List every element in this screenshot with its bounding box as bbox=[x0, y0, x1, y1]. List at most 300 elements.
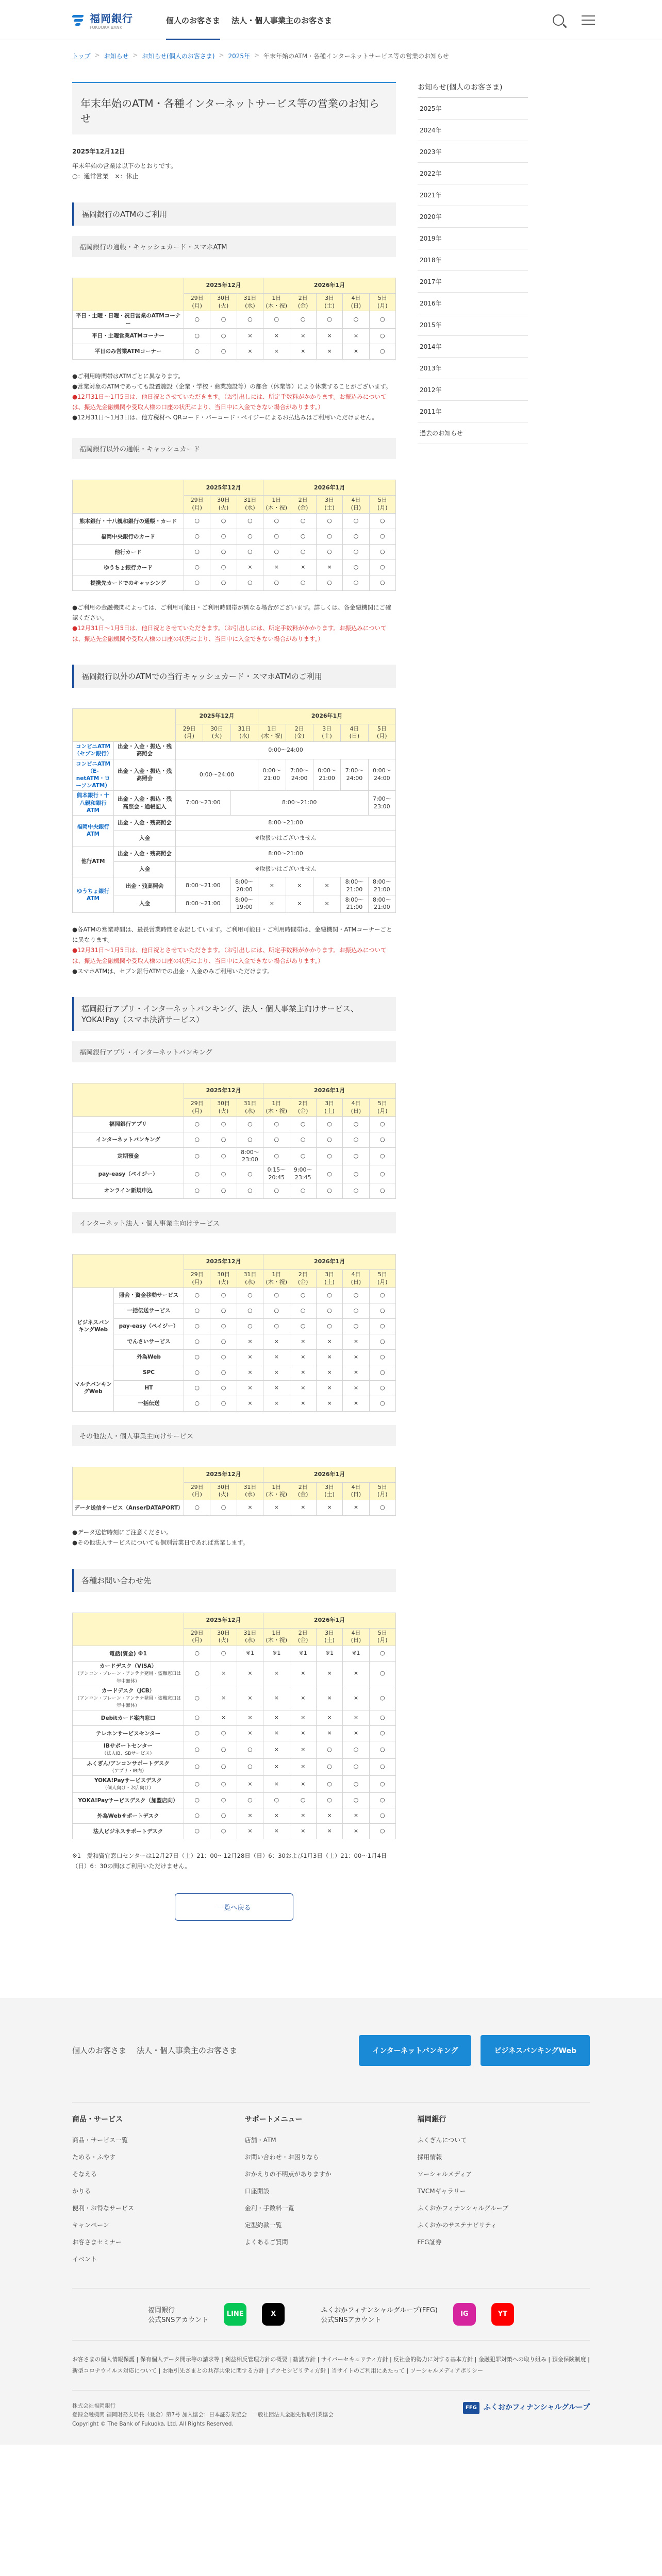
status-cell: × bbox=[316, 1710, 342, 1726]
status-cell: ○ bbox=[369, 1775, 395, 1792]
day-header: 1日 (木・祝) bbox=[258, 724, 286, 742]
brand-logo[interactable] bbox=[72, 10, 166, 30]
status-cell: ○ bbox=[263, 1183, 290, 1198]
status-cell: ○ bbox=[369, 1662, 395, 1686]
table-row bbox=[73, 1686, 396, 1710]
status-cell: ○ bbox=[237, 545, 263, 560]
status-cell: ○ bbox=[184, 1334, 210, 1349]
nav-personal[interactable]: 個人のお客さま bbox=[166, 0, 220, 40]
table-row bbox=[73, 529, 396, 545]
status-cell: ○ bbox=[184, 1775, 210, 1792]
day-header: 1日 (木・祝) bbox=[263, 1269, 290, 1287]
status-cell: × bbox=[263, 1334, 290, 1349]
row-label: 外為Web bbox=[114, 1349, 184, 1365]
day-header: 1日 (木・祝) bbox=[263, 293, 290, 311]
status-cell: ○ bbox=[184, 311, 210, 328]
footer-link[interactable]: よくあるご質問 bbox=[244, 2238, 288, 2246]
row-label: オンライン新規申込 bbox=[73, 1183, 184, 1198]
status-cell: ○ bbox=[369, 1686, 395, 1710]
x-icon[interactable]: X bbox=[262, 2303, 285, 2326]
day-header: 4日 (日) bbox=[341, 724, 368, 742]
status-cell: × bbox=[290, 1824, 316, 1839]
day-header: 1日 (木・祝) bbox=[263, 496, 290, 514]
status-cell: × bbox=[316, 344, 342, 359]
breadcrumb-year[interactable]: 2025年 bbox=[228, 53, 251, 60]
status-cell: ○ bbox=[369, 1808, 395, 1824]
status-cell: ○ bbox=[210, 1318, 237, 1334]
status-cell: ○ bbox=[210, 1808, 237, 1824]
status-cell: ○ bbox=[263, 1793, 290, 1808]
status-cell: × bbox=[237, 1662, 263, 1686]
status-cell: × bbox=[343, 1662, 369, 1686]
line-icon[interactable]: LINE bbox=[224, 2303, 246, 2326]
day-header: 2日 (金) bbox=[290, 1482, 316, 1500]
day-header: 29日 (月) bbox=[184, 1628, 210, 1646]
footer-links[interactable]: お客さまの個人情報保護 | 保有個人データ開示等の請求等 | 利益相反管理方針の概要 | 勧誘方針 | サイバーセキュリティ方針 | 反社会的勢力に対する基本方針 | 金融犯罪対策への取り組み | 預金保険制度 | 新型コロナウイルス対応について | お取引先さまとの共存共栄に関する方針 | アクセシビリティ方針 | 当サイトのご利用にあたって | ソーシャルメディアポリシー bbox=[72, 2341, 590, 2391]
status-cell: ※1 bbox=[343, 1646, 369, 1662]
sidebar-item-year[interactable]: 2017年 bbox=[418, 271, 528, 293]
status-cell: ○ bbox=[369, 1116, 395, 1132]
sidebar-item-year[interactable]: 2025年 bbox=[418, 98, 528, 120]
day-header: 30日 (火) bbox=[203, 724, 230, 742]
table-row: ビジネスバンキングWeb 照会・資金移動サービス ○ ○ ○ ○ ○ ○ ○ ○ bbox=[73, 1287, 396, 1303]
status-cell: × bbox=[237, 1334, 263, 1349]
schedule-table: 2025年12月 2026年1月 29日 (月) 30日 (火) 31日 (水) 1日 (木・祝) 2日 (金) 3日 (土) 4日 (日) 5日 (月) ビジネスバンキングWeb 照会・資金移動サービス ○ ○ ○ ○ ○ ○ ○ ○ 一括伝送サービス ○ ○ ○ ○ ○ ○ ○ ○ pay-easy（ペイジー） ○ ○ ○ ○ ○ ○ ○ ○ でんさいサービス ○ ○ × × × × × ○ 外為Web ○ ○ × × × × × ○ マルチバンキングWeb SPC ○ ○ × × × × × ○ HT ○ ○ × × × × × ○ 一括伝送 ○ ○ × × × × × ○ bbox=[72, 1254, 396, 1412]
sidebar-item-year[interactable]: 2018年 bbox=[418, 249, 528, 271]
status-cell: × bbox=[290, 1349, 316, 1365]
status-cell: × bbox=[343, 1380, 369, 1396]
day-header: 2日 (金) bbox=[290, 496, 316, 514]
day-header: 30日 (火) bbox=[210, 1482, 237, 1500]
footer-link[interactable]: ふくぎんについて bbox=[417, 2136, 467, 2144]
sidebar-item-year[interactable]: 2021年 bbox=[418, 184, 528, 206]
youtube-icon[interactable]: YT bbox=[491, 2303, 514, 2326]
status-cell: ○ bbox=[369, 1303, 395, 1318]
status-cell: ○ bbox=[263, 1132, 290, 1147]
status-cell: ○ bbox=[184, 328, 210, 344]
status-cell: × bbox=[237, 1349, 263, 1365]
table-row bbox=[73, 1349, 396, 1365]
status-cell: ○ bbox=[184, 1116, 210, 1132]
status-cell: ○ bbox=[210, 560, 237, 575]
status-cell: × bbox=[290, 1726, 316, 1741]
status-cell: ○ bbox=[343, 311, 369, 328]
status-cell: ○ bbox=[369, 1793, 395, 1808]
status-cell: ○ bbox=[184, 1808, 210, 1824]
status-cell: × bbox=[343, 1686, 369, 1710]
footer-link[interactable]: 口座開設 bbox=[244, 2187, 270, 2195]
row-label: IBサポートセンター （法人IB、SBサービス） bbox=[73, 1741, 184, 1758]
row-label: インターネットバンキング bbox=[73, 1132, 184, 1147]
status-cell: ○ bbox=[263, 1147, 290, 1165]
status-cell: ○ bbox=[237, 311, 263, 328]
status-cell: × bbox=[263, 1396, 290, 1411]
sidebar bbox=[418, 82, 528, 1921]
footer-column-title: 商品・サービス bbox=[72, 2115, 123, 2124]
footer-tab-personal[interactable]: 個人のお客さま bbox=[72, 2046, 127, 2056]
status-cell: × bbox=[263, 1710, 290, 1726]
row-label: 外為Webサポートデスク bbox=[73, 1808, 184, 1824]
brand-sub: FUKUOKA BANK bbox=[90, 25, 122, 30]
status-cell: ○ bbox=[263, 575, 290, 591]
row-label: データ送信サービス（AnserDATAPORT） bbox=[73, 1500, 184, 1516]
sns-label: ふくおかフィナンシャルグループ(FFG) bbox=[321, 2306, 438, 2314]
status-cell: ○ bbox=[184, 545, 210, 560]
status-cell: ○ bbox=[184, 575, 210, 591]
sidebar-item-year[interactable]: 2012年 bbox=[418, 379, 528, 401]
schedule-table: 2025年12月 2026年1月 29日 (月) 30日 (火) 31日 (水) 1日 (木・祝) 2日 (金) 3日 (土) 4日 (日) 5日 (月) データ送信サービス（AnserDATAPORT） ○ ○ × × × × × ○ bbox=[72, 1467, 396, 1516]
sidebar-item-year[interactable]: 2022年 bbox=[418, 163, 528, 184]
row-label: 福岡中央銀行のカード bbox=[73, 529, 184, 545]
status-cell: × bbox=[290, 1741, 316, 1758]
status-cell: ○ bbox=[316, 575, 342, 591]
status-cell: ○ bbox=[369, 1500, 395, 1516]
table-row bbox=[73, 1646, 396, 1662]
bank-link[interactable]: コンビニATM（E-netATM・ローソンATM） bbox=[76, 760, 110, 789]
status-cell: ○ bbox=[343, 1147, 369, 1165]
day-header: 31日 (水) bbox=[237, 1269, 263, 1287]
sidebar-item-year[interactable]: 2013年 bbox=[418, 358, 528, 379]
status-cell: × bbox=[263, 1662, 290, 1686]
status-cell: ○ bbox=[290, 514, 316, 529]
status-cell: ○ bbox=[316, 1793, 342, 1808]
status-cell: × bbox=[290, 1380, 316, 1396]
status-cell: ○ bbox=[369, 328, 395, 344]
day-header: 5日 (月) bbox=[369, 1269, 395, 1287]
note: ●各ATMの営業時間は、最長営業時間を表記しています。ご利用可能日・ご利用時間帯は、金融機関・ATMコーナーごとに異なります。 bbox=[72, 926, 392, 944]
status-cell: ○ bbox=[369, 1334, 395, 1349]
status-cell: ○ bbox=[210, 1793, 237, 1808]
company-name: 株式会社福岡銀行 bbox=[72, 2402, 115, 2409]
footer-link[interactable]: 商品・サービス一覧 bbox=[72, 2136, 128, 2144]
status-cell: × bbox=[237, 1710, 263, 1726]
brand-name: 福岡銀行 bbox=[90, 12, 133, 25]
status-cell: ○ bbox=[263, 1287, 290, 1303]
sub-heading: インターネット法人・個人事業主向けサービス bbox=[72, 1212, 396, 1233]
site-header bbox=[0, 0, 662, 40]
status-cell: × bbox=[290, 1500, 316, 1516]
footer-link[interactable]: ふくおかフィナンシャルグループ bbox=[417, 2204, 509, 2212]
status-cell: ○ bbox=[237, 1183, 263, 1198]
row-label: pay-easy（ペイジー） bbox=[114, 1318, 184, 1334]
sns-label: 福岡銀行 bbox=[148, 2306, 175, 2314]
status-cell: ○ bbox=[343, 1165, 369, 1183]
status-cell: ○ bbox=[290, 1318, 316, 1334]
sidebar-item-year[interactable]: 2014年 bbox=[418, 336, 528, 358]
status-cell: ○ bbox=[290, 1303, 316, 1318]
status-cell: × bbox=[343, 344, 369, 359]
day-header: 1日 (木・祝) bbox=[263, 1482, 290, 1500]
status-cell: × bbox=[237, 560, 263, 575]
status-cell: ○ bbox=[369, 1646, 395, 1662]
status-cell: ○ bbox=[210, 1303, 237, 1318]
table-row bbox=[73, 1396, 396, 1411]
bank-link[interactable]: ゆうちょ銀行ATM bbox=[77, 888, 109, 902]
status-cell: ○ bbox=[184, 1710, 210, 1726]
status-cell: × bbox=[343, 1710, 369, 1726]
status-cell: ○ bbox=[369, 1741, 395, 1758]
note: ●営業対象のATMであっても設置施設（企業・学校・商業施設等）の都合（休業等）により休業することがございます。 bbox=[72, 382, 392, 390]
footer-link[interactable]: 店舗・ATM bbox=[244, 2136, 276, 2144]
bank-link[interactable]: 熊本銀行・十八親和銀行ATM bbox=[77, 792, 109, 814]
sidebar-item-year[interactable]: 2015年 bbox=[418, 314, 528, 336]
row-label: SPC bbox=[114, 1365, 184, 1380]
nav-business[interactable]: 法人・個人事業主のお客さま bbox=[231, 15, 333, 25]
row-label: 平日・土曜営業ATMコーナー bbox=[73, 328, 184, 344]
status-cell: ○ bbox=[184, 1183, 210, 1198]
status-cell: ○ bbox=[210, 1334, 237, 1349]
table-row bbox=[73, 1318, 396, 1334]
status-cell: × bbox=[316, 1349, 342, 1365]
day-header: 4日 (日) bbox=[343, 496, 369, 514]
footer-link[interactable]: 定型約款一覧 bbox=[244, 2221, 282, 2229]
day-header: 4日 (日) bbox=[343, 293, 369, 311]
status-cell: ○ bbox=[210, 328, 237, 344]
breadcrumb-news-personal[interactable]: お知らせ(個人のお客さま) bbox=[142, 53, 215, 60]
status-cell: × bbox=[263, 1365, 290, 1380]
footer-link[interactable]: 便利・お得なサービス bbox=[72, 2204, 135, 2212]
day-header: 31日 (水) bbox=[237, 496, 263, 514]
status-cell: × bbox=[316, 328, 342, 344]
day-header: 29日 (月) bbox=[184, 1098, 210, 1116]
ffg-logo-icon: FFG bbox=[463, 2402, 479, 2414]
status-cell: × bbox=[316, 1726, 342, 1741]
status-cell: ○ bbox=[210, 1116, 237, 1132]
status-cell: ○ bbox=[184, 529, 210, 545]
row-label: 定期預金 bbox=[73, 1147, 184, 1165]
status-cell: ○ bbox=[184, 1147, 210, 1165]
row-label: カードデスク（JCB） （アンコン・ブレーン・アンテナ発用・盗難窓口は年中無休） bbox=[73, 1686, 184, 1710]
status-cell: × bbox=[316, 1365, 342, 1380]
bank-link[interactable]: コンビニATM（セブン銀行） bbox=[74, 743, 112, 757]
footer-link[interactable]: おかえりの不明点がありますか bbox=[244, 2170, 332, 2178]
status-cell: ○ bbox=[263, 529, 290, 545]
note: ●ご利用時間帯はATMごとに異なります。 bbox=[72, 372, 185, 380]
section-heading: 福岡銀行のATMのご利用 bbox=[72, 202, 396, 226]
status-cell: ○ bbox=[184, 1500, 210, 1516]
status-cell: × bbox=[316, 560, 342, 575]
status-cell: ○ bbox=[184, 1824, 210, 1839]
footer-link[interactable]: ふくおかのサステナビリティ bbox=[417, 2221, 497, 2229]
status-cell: ○ bbox=[369, 1726, 395, 1741]
footer-tab-business[interactable]: 法人・個人事業主のお客さま bbox=[137, 2046, 238, 2056]
table-row bbox=[73, 1334, 396, 1349]
table-row bbox=[73, 1380, 396, 1396]
status-cell: ○ bbox=[343, 1775, 369, 1792]
table-row bbox=[73, 1758, 396, 1775]
sidebar-item-year[interactable]: 2023年 bbox=[418, 141, 528, 163]
table-row bbox=[73, 1116, 396, 1132]
status-cell: × bbox=[237, 1500, 263, 1516]
row-label: 電話(資金) ※1 bbox=[73, 1646, 184, 1662]
status-cell: ○ bbox=[343, 545, 369, 560]
status-cell: × bbox=[263, 1824, 290, 1839]
internet-banking-button[interactable]: インターネットバンキング bbox=[359, 2035, 471, 2066]
status-cell: ○ bbox=[343, 1793, 369, 1808]
status-cell: ○ bbox=[369, 1147, 395, 1165]
ffg-logo[interactable]: FFG ふくおかフィナンシャルグループ bbox=[463, 2402, 590, 2414]
day-header: 2日 (金) bbox=[290, 293, 316, 311]
status-cell: ○ bbox=[316, 545, 342, 560]
sidebar-title: お知らせ(個人のお客さま) bbox=[418, 82, 528, 98]
status-cell: ○ bbox=[290, 529, 316, 545]
status-cell: ○ bbox=[316, 1303, 342, 1318]
status-cell: ○ bbox=[263, 311, 290, 328]
day-header: 2日 (金) bbox=[290, 1269, 316, 1287]
status-cell: × bbox=[263, 1741, 290, 1758]
instagram-icon[interactable]: IG bbox=[453, 2303, 476, 2326]
sidebar-item-year[interactable]: 過去のお知らせ bbox=[418, 422, 528, 444]
status-cell: ○ bbox=[369, 1349, 395, 1365]
day-header: 31日 (水) bbox=[230, 724, 258, 742]
table-row bbox=[73, 311, 396, 328]
footer-link[interactable]: お客さまセミナー bbox=[72, 2238, 122, 2246]
status-cell: ○ bbox=[290, 1793, 316, 1808]
sub-heading: その他法人・個人事業主向けサービス bbox=[72, 1425, 396, 1446]
row-label: 平日のみ営業ATMコーナー bbox=[73, 344, 184, 359]
day-header: 3日 (土) bbox=[316, 1628, 342, 1646]
status-cell: ○ bbox=[184, 1758, 210, 1775]
status-cell: ○ bbox=[369, 575, 395, 591]
sidebar-item-year[interactable]: 2019年 bbox=[418, 228, 528, 249]
status-cell: ○ bbox=[184, 1165, 210, 1183]
breadcrumb-news[interactable]: お知らせ bbox=[104, 53, 129, 60]
sub-heading: 福岡銀行アプリ・インターネットバンキング bbox=[72, 1041, 396, 1062]
footer-link[interactable]: キャンペーン bbox=[72, 2221, 109, 2229]
status-cell: ※1 bbox=[263, 1646, 290, 1662]
status-cell: ○ bbox=[343, 1741, 369, 1758]
status-cell: × bbox=[343, 328, 369, 344]
status-cell: ○ bbox=[237, 1793, 263, 1808]
status-cell: × bbox=[343, 1334, 369, 1349]
footer-link[interactable]: お問い合わせ・お困りなら bbox=[244, 2153, 319, 2161]
status-cell: × bbox=[237, 1396, 263, 1411]
status-cell: ○ bbox=[369, 1380, 395, 1396]
status-cell: ○ bbox=[210, 1726, 237, 1741]
search-icon[interactable] bbox=[553, 14, 564, 26]
footer-link[interactable]: 金利・手数料一覧 bbox=[244, 2204, 294, 2212]
sidebar-item-year[interactable]: 2020年 bbox=[418, 206, 528, 228]
status-cell: × bbox=[343, 1365, 369, 1380]
sub-heading: 福岡銀行の通帳・キャッシュカード・スマホATM bbox=[72, 236, 396, 257]
footer-column bbox=[417, 2114, 590, 2267]
table-row bbox=[73, 1775, 396, 1792]
table-row bbox=[73, 1808, 396, 1824]
status-cell: ○ bbox=[290, 1132, 316, 1147]
site-footer bbox=[0, 1998, 662, 2445]
footer-link[interactable]: イベント bbox=[72, 2255, 97, 2263]
status-cell: ○ bbox=[184, 1287, 210, 1303]
status-cell: × bbox=[210, 1662, 237, 1686]
status-cell: × bbox=[263, 1726, 290, 1741]
day-header: 5日 (月) bbox=[369, 1628, 395, 1646]
day-header: 1日 (木・祝) bbox=[263, 1098, 290, 1116]
status-cell: × bbox=[290, 1686, 316, 1710]
day-header: 3日 (土) bbox=[316, 1482, 342, 1500]
status-cell: ○ bbox=[237, 1758, 263, 1775]
bank-link[interactable]: 福岡中央銀行ATM bbox=[77, 824, 109, 838]
sidebar-item-year[interactable]: 2011年 bbox=[418, 401, 528, 422]
day-header: 2日 (金) bbox=[286, 724, 313, 742]
status-cell: × bbox=[263, 1775, 290, 1792]
day-header: 30日 (火) bbox=[210, 1098, 237, 1116]
status-cell: × bbox=[263, 1349, 290, 1365]
status-cell: ○ bbox=[237, 1116, 263, 1132]
status-cell: × bbox=[316, 1396, 342, 1411]
row-label: HT bbox=[114, 1380, 184, 1396]
status-cell: ○ bbox=[184, 1793, 210, 1808]
status-cell: × bbox=[316, 1662, 342, 1686]
table-row bbox=[73, 1165, 396, 1183]
row-label: 他行カード bbox=[73, 545, 184, 560]
status-cell: ○ bbox=[290, 1183, 316, 1198]
status-cell: × bbox=[237, 1726, 263, 1741]
status-cell: × bbox=[290, 1710, 316, 1726]
footer-link[interactable]: ためる・ふやす bbox=[72, 2153, 116, 2161]
status-cell: × bbox=[290, 1334, 316, 1349]
back-to-list-button[interactable]: 一覧へ戻る bbox=[175, 1893, 293, 1921]
note: ※1 愛和資宜窓口センターは12月27日（土）21：00〜12月28日（日）6：30および1月3日（土）21：00〜1月4日（日）6：30の間はご利用いただけません。 bbox=[72, 1852, 387, 1870]
status-cell: × bbox=[290, 328, 316, 344]
status-cell: × bbox=[343, 1349, 369, 1365]
sidebar-item-year[interactable]: 2024年 bbox=[418, 120, 528, 141]
footer-link[interactable]: そなえる bbox=[72, 2170, 97, 2178]
day-header: 4日 (日) bbox=[343, 1269, 369, 1287]
status-cell: ○ bbox=[184, 1662, 210, 1686]
contact-table: 2025年12月 2026年1月 29日 (月) 30日 (火) 31日 (水) 1日 (木・祝) 2日 (金) 3日 (土) 4日 (日) 5日 (月) 電話(資金) ※1 ○ ○ ※1 ※1 ※1 ※1 ※1 ○ カードデスク（VISA） （アンコン・ブレーン・アンテナ発用・盗難窓口は年中無休） ○ × × × × × × ○ カードデスク（JCB） （アンコン・ブレーン・アンテナ発用・盗難窓口は年中無休） ○ × × × × × × ○ Debitカード案内窓口 ○ × × × × × × ○ テレホンサービスセンター ○ ○ × × × × × ○ IBサポートセンター （法人IB、SBサービス） ○ ○ ○ × × ○ ○ ○ ふくぎん/アンコンサポートデスク （アプリ・IB内） ○ ○ ○ × × ○ ○ ○ YOKA!Payサービスデスク （個人向け・お店向け） ○ ○ × × × ○ ○ ○ YOKA!Payサービスデスク（加盟店向） ○ ○ ○ ○ ○ ○ ○ ○ 外為Webサポートデスク ○ ○ × × × × × ○ 法人ビジネスサポートデスク ○ ○ × × × × × ○ bbox=[72, 1613, 396, 1840]
status-cell: × bbox=[210, 1686, 237, 1710]
breadcrumb-top[interactable]: トップ bbox=[72, 53, 91, 60]
status-cell: ○ bbox=[210, 344, 237, 359]
day-header: 30日 (火) bbox=[210, 293, 237, 311]
status-cell: ○ bbox=[210, 529, 237, 545]
status-cell: ○ bbox=[343, 1303, 369, 1318]
sidebar-item-year[interactable]: 2016年 bbox=[418, 293, 528, 314]
menu-icon[interactable] bbox=[582, 15, 595, 25]
footer-link[interactable]: FFG証券 bbox=[417, 2238, 442, 2246]
table-row bbox=[73, 545, 396, 560]
status-cell: ○ bbox=[316, 1132, 342, 1147]
status-cell: ○ bbox=[184, 1380, 210, 1396]
status-cell: ○ bbox=[369, 344, 395, 359]
footer-link[interactable]: 採用情報 bbox=[417, 2153, 442, 2161]
business-banking-button[interactable]: ビジネスバンキングWeb bbox=[481, 2035, 590, 2066]
status-cell: ○ bbox=[369, 1183, 395, 1198]
status-cell: ○ bbox=[184, 1318, 210, 1334]
day-header: 3日 (土) bbox=[313, 724, 340, 742]
status-cell: × bbox=[316, 1500, 342, 1516]
row-label: でんさいサービス bbox=[114, 1334, 184, 1349]
row-label: YOKA!Payサービスデスク（加盟店向） bbox=[73, 1793, 184, 1808]
status-cell: ○ bbox=[316, 1116, 342, 1132]
footer-link[interactable]: ソーシャルメディア bbox=[417, 2170, 472, 2178]
row-label: 照会・資金移動サービス bbox=[114, 1287, 184, 1303]
status-cell: ○ bbox=[210, 1775, 237, 1792]
footer-link[interactable]: かりる bbox=[72, 2187, 91, 2195]
note: ●スマホATMは、セブン銀行ATMでの出金・入金のみご利用いただけます。 bbox=[72, 967, 273, 975]
footer-link[interactable]: TVCMギャラリー bbox=[417, 2187, 466, 2195]
sub-heading: 福岡銀行以外の通帳・キャッシュカード bbox=[72, 438, 396, 459]
status-cell: ○ bbox=[184, 1646, 210, 1662]
schedule-table: 2025年12月 2026年1月 29日 (月) 30日 (火) 31日 (水) 1日 (木・祝) 2日 (金) 3日 (土) 4日 (日) 5日 (月) 平日・土曜・日曜・祝日営業のATMコーナー ○ ○ ○ ○ ○ ○ ○ ○ 平日・土曜営業ATMコーナー ○ ○ × × × × × ○ 平日のみ営業ATMコーナー ○ ○ × × × × × ○ bbox=[72, 278, 396, 360]
note-warning: ●12月31日〜1月5日は、他日祝とさせていただきます。（お引出しには、所定手数料がかかります。お振込みについては、振込先金融機関や受取人様の口座の状況により、当日中に入金できない場合があります。） bbox=[72, 946, 387, 964]
table-row bbox=[73, 328, 396, 344]
status-cell: ○ bbox=[210, 1132, 237, 1147]
intro-text: 年末年始の営業は以下のとおりです。 bbox=[72, 162, 177, 170]
day-header: 30日 (火) bbox=[210, 496, 237, 514]
status-cell: ○ bbox=[210, 311, 237, 328]
status-cell: ○ bbox=[237, 1303, 263, 1318]
